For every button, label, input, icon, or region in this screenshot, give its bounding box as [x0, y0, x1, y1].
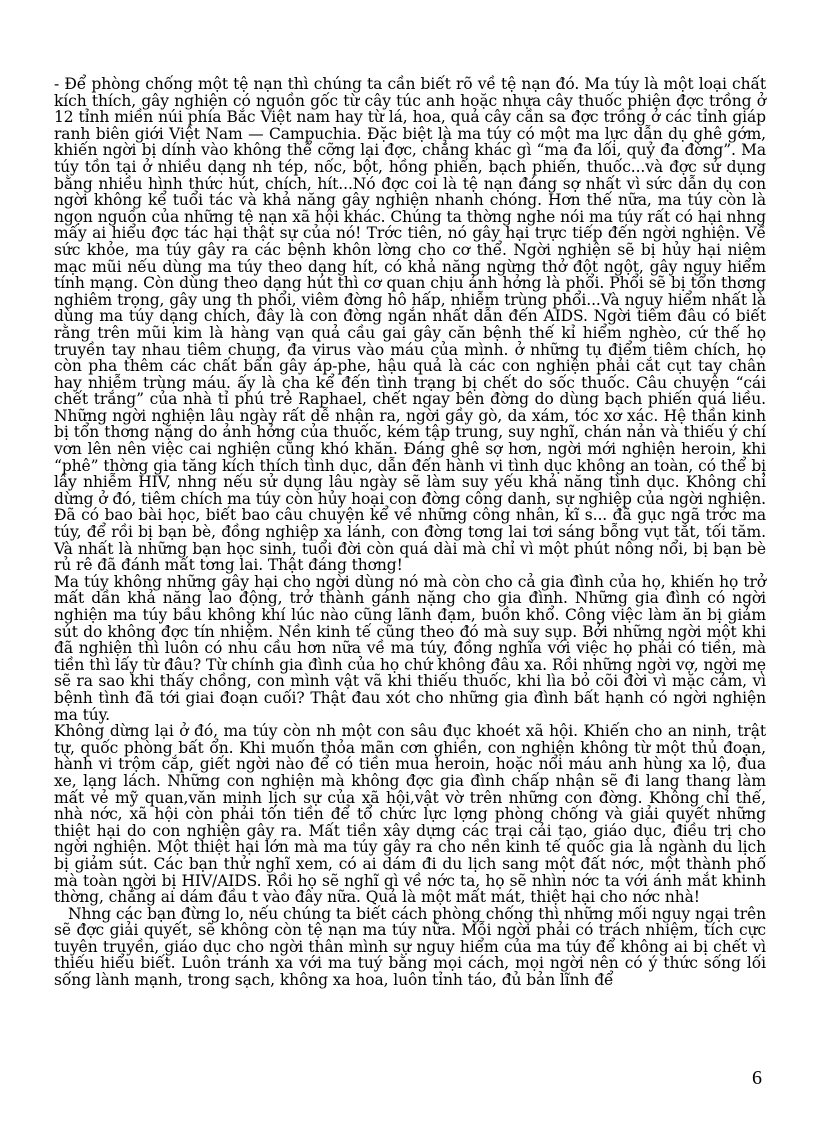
paragraph-social-harm: Không dừng lại ở đó, ma túy còn nh một con sâu đục khoét xã hội. Khiến cho an ninh, trật tự, quốc phòng bất ổn. Khi muốn thỏa mãn cơn ghiền, con nghiện không từ một thủ đoạn, hành vi trộm cắp, giết ngời nào để có tiền mua heroin, hoặc nổi máu anh hùng xa lộ, đua xe, lạng lách. Những con nghiện mà không đợc gia đình chấp nhận sẽ đi lang thang làm mất vẻ mỹ quan,văn minh lịch sự của xã hội,vật vờ trên những con đờng. Không chỉ thế, nhà nớc, xã hội còn phải tốn tiền để tổ chức lực lợng phòng chống và giải quyết những thiệt hại do con nghiện gây ra. Mất tiền xây dựng các trại cải tạo, giáo dục, điều trị cho ngời nghiện. Một thiệt hại lớn mà ma túy gây ra cho nền kinh tế quốc gia là ngành du lịch bị giảm sút. Các bạn thử nghĩ xem, có ai dám đi du lịch sang một đất nớc, một thành phố mà toàn ngời bị HIV/AIDS. Rồi họ sẽ nghĩ gì về nớc ta, họ sẽ nhìn nớc ta với ánh mắt khinh thờng, chẳng ai dám đầu t vào đây nữa. Quả là một mất mát, thiệt hại cho nớc nhà!	[54, 722, 766, 907]
body-text	[54, 76, 766, 989]
paragraph-drug-intro: - Để phòng chống một tệ nạn thì chúng ta cần biết rõ về tệ nạn đó. Ma túy là một loại chất kích thích, gây nghiện có nguồn gốc từ cây túc anh hoặc nhựa cây thuốc phiện đợc trồng ở 12 tỉnh miền núi phía Bắc Việt nam hay từ lá, hoa, quả cây cần sa đợc trồng ở các tỉnh giáp ranh biên giới Việt Nam — Campuchia. Đặc biệt là ma túy có một ma lực dẫn dụ ghê gớm, khiến ngời bị dính vào không thể cỡng lại đợc, chẳng khác gì “ma đa lối, quỷ đa đờng”. Ma túy tồn tại ở nhiều dạng nh tép, nốc, bột, hồng phiến, bạch phiến, thuốc...và đợc sử dụng bằng nhiều hình thức hút, chích, hít...Nó đợc coi là tệ nạn đáng sợ nhất vì sức dẫn dụ con ngời không kể tuổi tác và khả năng gây nghiện nhanh chóng. Hơn thế nữa, ma túy còn là ngọn nguồn của những tệ nạn xã hội khác. Chúng ta thờng nghe nói ma túy rất có hại nhng mấy ai hiểu đợc tác hại thật sự của nó! Trớc tiên, nó gây hại trực tiếp đến ngời nghiện. Về sức khỏe, ma túy gây ra các bệnh khôn lờng cho cơ thể. Ngời nghiện sẽ bị hủy hại niêm mạc mũi nếu dùng ma túy theo dạng hít, có khả năng ngừng thở đột ngột, gây nguy hiểm tính mạng. Còn dùng theo dạng hút thì cơ quan chịu ảnh hởng là phổi. Phổi sẽ bị tổn thơng nghiêm trọng, gây ung th phổi, viêm đờng hô hấp, nhiễm trùng phổi...Và nguy hiểm nhất là dùng ma túy dạng chích, đây là con đờng ngắn nhất dẫn đến AIDS. Ngời tiêm đâu có biết rằng trên mũi kim là hàng vạn quả cầu gai gây căn bệnh thế kỉ hiểm nghèo, cứ thế họ truyền tay nhau tiêm chung, đa virus vào máu của mình. ở những tụ điểm tiêm chích, họ còn pha thêm các chất bẩn gây áp-phe, hậu quả là các con nghiện phải cắt cụt tay chân hay nhiễm trùng máu. ấy là cha kể đến tình trạng bị chết do sốc thuốc. Câu chuyện “cái chết trắng” của nhà tỉ phú trẻ Raphael, chết ngay bên đờng do dùng bạch phiến quá liều. Những ngời nghiện lâu ngày rất dễ nhận ra, ngời gầy gò, da xám, tóc xơ xác. Hệ thần kinh bị tổn thơng nặng do ảnh hởng của thuốc, kém tập trung, suy nghĩ, chán nản và thiếu ý chí vơn lên nên việc cai nghiện cũng khó khăn. Đáng ghê sợ hơn, ngời mới nghiện heroin, khi “phê” thờng gia tăng kích thích tình dục, dẫn đến hành vi tình dục không an toàn, có thể bị lây nhiễm HIV, nhng nếu sử dụng lâu ngày sẽ làm suy yếu khả năng tình dục. Không chỉ dừng ở đó, tiêm chích ma túy còn hủy hoại con đờng công danh, sự nghiệp của ngời nghiện. Đã có bao bài học, biết bao câu chuyện kể về những công nhân, kĩ s... đã gục ngã trớc ma túy, để rồi bị bạn bè, đồng nghiệp xa lánh, con đờng tơng lai tơi sáng bỗng vụt tắt, tối tăm. Và nhất là những bạn học sinh, tuổi đời còn quá dài mà chỉ vì một phút nông nổi, bị bạn bè rủ rê đã đánh mất tơng lai. Thật đáng thơng!	[54, 75, 766, 575]
paragraph-prevention: Nhng các bạn đừng lo, nếu chúng ta biết cách phòng chống thì những mối nguy ngại trên sẽ đợc giải quyết, sẽ không còn tệ nạn ma túy nữa. Mỗi ngời phải có trách nhiệm, tích cực tuyên truyền, giáo dục cho ngời thân mình sự nguy hiểm của ma túy để không ai bị chết vì thiếu hiểu biết. Luôn tránh xa với ma tuý bằng mọi cách, mọi ngời nên có ý thức sống lối sống lành mạnh, trong sạch, không xa hoa, luôn tỉnh táo, đủ bản lĩnh để	[54, 904, 766, 990]
paragraph-family-harm: Ma túy không những gây hại cho ngời dùng nó mà còn cho cả gia đình của họ, khiến họ trở mất dần khả năng lao động, trở thành gánh nặng cho gia đình. Những gia đình có ngời nghiện ma túy bầu không khí lúc nào cũng lãnh đạm, buồn khổ. Công việc làm ăn bị giảm sút do không đợc tín nhiệm. Nền kinh tế cũng theo đó mà suy sụp. Bởi những ngời một khi đã nghiện thì luôn có nhu cầu hơn nữa về ma túy, đồng nghĩa với việc họ phải có tiền, mà tiền thì lấy từ đâu? Từ chính gia đình của họ chứ không đâu xa. Rồi những ngời vợ, ngời mẹ sẽ ra sao khi thấy chồng, con mình vật vã khi thiếu thuốc, khi lìa bỏ cõi đời vì mặc cảm, vì bệnh tình đã tới giai đoạn cuối? Thật đau xót cho những gia đình bất hạnh có ngời nghiện ma túy.	[54, 572, 766, 724]
page-number: 6	[752, 1067, 762, 1089]
